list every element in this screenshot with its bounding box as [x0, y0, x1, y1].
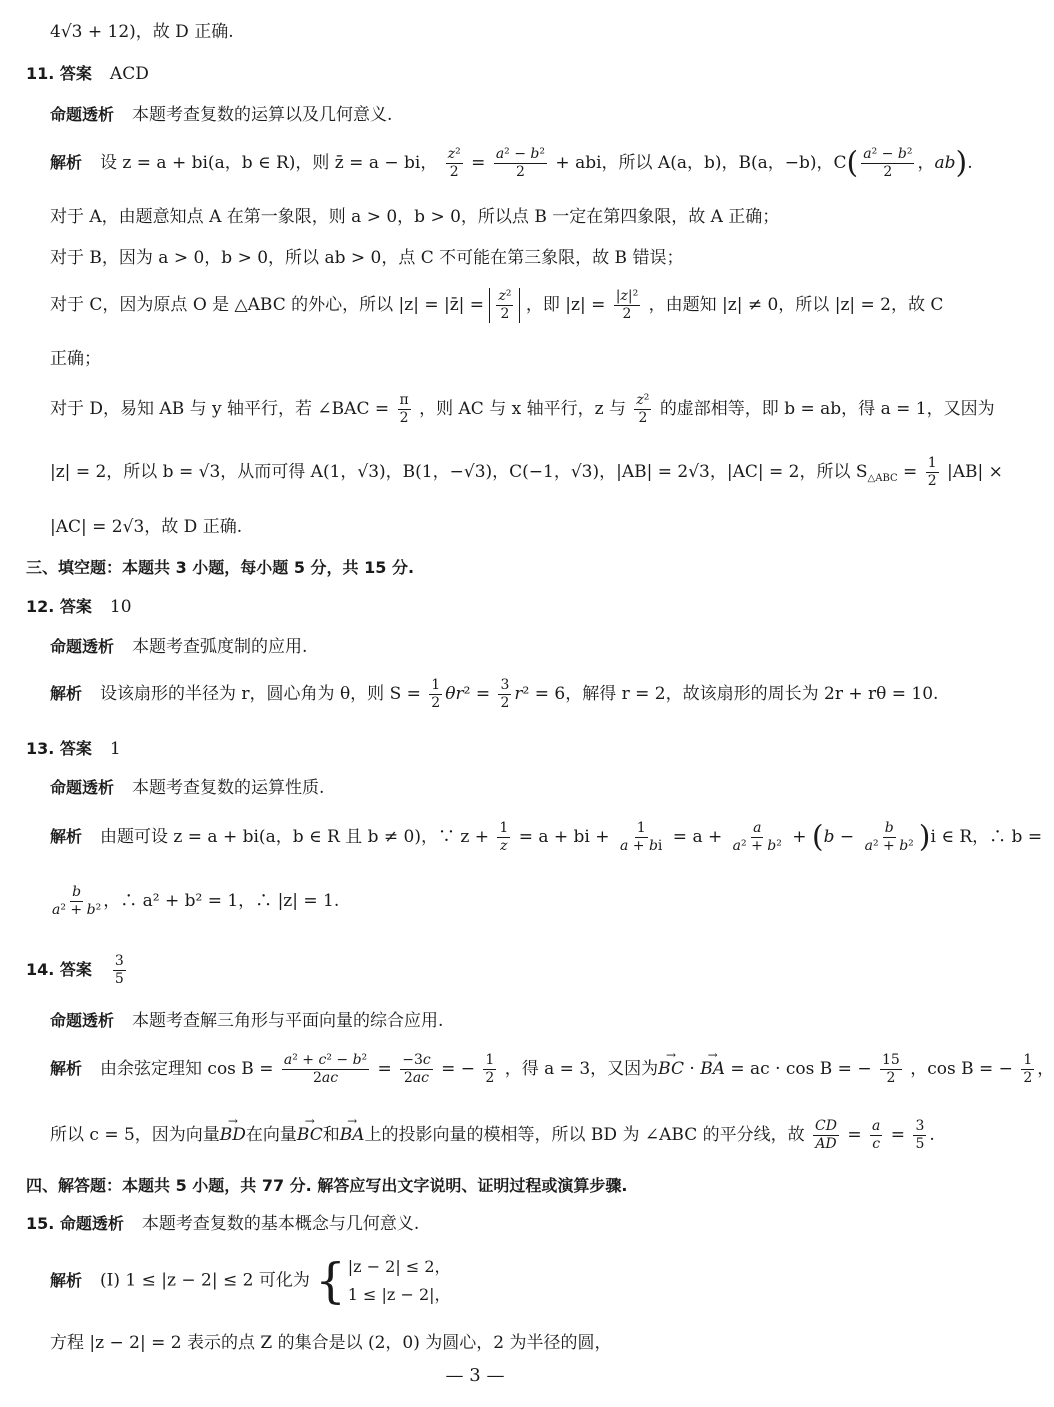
text: |AB| ×	[947, 461, 1003, 482]
text: 由题可设 z = a + bi(a，b ∈ R 且 b ≠ 0)，∵ z +	[100, 826, 489, 847]
text: 上的投影向量的模相等，所以 BD 为 ∠ABC 的平分线，故	[364, 1124, 805, 1145]
label: 解析	[50, 1058, 83, 1078]
text-line: 对于 A，由题意知点 A 在第一象限，则 a > 0，b > 0，所以点 B 一定在第四象限，故 A 正确；	[50, 207, 780, 227]
fraction: $\frac{\text{a² − b²}}{2}$	[863, 146, 913, 180]
solution-13: 解析 由题可设 z = a + bi(a，b ∈ R 且 b ≠ 0)，∵ z + $\frac{1}{z}$ = a + bi + $\frac{1}{a + bi}$ = a + $\frac{a}{\text{a² + b²}}$ + (b − $\frac{b}{\text{a² + b²}}$ )i ∈ R，∴ b =	[50, 819, 1043, 855]
answer-value: ACD	[109, 64, 149, 84]
text: ，∴ a² + b² = 1，∴ |z| = 1.	[103, 890, 340, 911]
text-line	[50, 392, 995, 427]
text: = ac · cos B = −	[730, 1058, 872, 1079]
text: 所以 c = 5，因为向量	[50, 1124, 220, 1145]
label: 命题透析	[50, 1011, 115, 1030]
abs: $\frac{\text{z²}}{2}$	[489, 288, 520, 323]
text-line: |AC| = 2√3，故 D 正确.	[50, 517, 243, 537]
label: 命题透析	[50, 105, 115, 124]
text: 的虚部相等，即 b = ab，得 a = 1，又因为	[659, 398, 995, 419]
analysis-15	[26, 1216, 419, 1233]
fraction: $\frac{CD}{AD}$	[815, 1118, 837, 1152]
text-line	[50, 288, 943, 323]
label: 解析	[50, 1270, 83, 1290]
fraction: $\frac{\pi}{2}$	[399, 392, 409, 426]
answer-12	[26, 599, 132, 616]
fraction: $\frac{1}{2}$	[1023, 1052, 1033, 1086]
text-line: |z| = 2，所以 b = √3，从而可得 A(1，√3)，B(1，−√3)，C(−1，√3)，|AB| = 2√3，|AC| = 2，所以 $S_{\triangle ABC}$ = $\frac{1}{2}$ |AB| ×	[50, 455, 1003, 489]
fraction: $\frac{\text{a² − b²}}{2}$	[495, 146, 546, 180]
text: 设 z = a + bi(a，b ∈ R)，则 z̄ = a − bi，	[100, 152, 438, 173]
text-line	[50, 884, 339, 919]
answer-14	[26, 953, 129, 988]
answer-13	[26, 741, 121, 758]
solution-11: 解析 设 z = a + bi(a，b ∈ R)，则 z̄ = a − bi， $\frac{\text{z²}}{2}$ = $\frac{\text{a² − b²}}{2}$ + abi，所以 A(a，b)，B(a，−b)，C( $\frac{\text{a² − b²}}{2}$ ，ab).	[50, 145, 973, 181]
text: ，则 AC 与 x 轴平行，z 与	[419, 398, 626, 419]
fraction: $\frac{\text{|z|²}}{2}$	[615, 288, 639, 322]
fraction: $\frac{\text{z²}}{2}$	[447, 146, 461, 180]
text: 设该扇形的半径为 r，圆心角为 θ，则 S =	[100, 683, 421, 704]
fraction: $\frac{\text{a² + c² − b²}}{2ac}$	[283, 1052, 368, 1086]
fraction: $\frac{1}{a + bi}$	[619, 820, 663, 854]
text: 本题考查复数的运算以及几何意义.	[132, 105, 393, 125]
text: ，由题知 |z| ≠ 0，所以 |z| = 2，故 C	[648, 294, 944, 315]
label: 15. 命题透析	[26, 1214, 124, 1233]
fraction: $\frac{\text{z²}}{2}$	[636, 392, 650, 426]
text-line: 所以 c = 5，因为向量→ BD在向量→ BC和→ BA上的投影向量的模相等，所以 BD 为 ∠ABC 的平分线，故 $\frac{CD}{AD}$ = $\frac{a}{c}$ = $\frac{3}{5}$ .	[50, 1118, 935, 1153]
solution-14: 解析 由余弦定理知 cos B = $\frac{\text{a² + c² − b²}}{2ac}$ = $\frac{-3c}{2ac}$ = − $\frac{1}{2}$ ，得 a = 3，又因为→ BC · → BA = ac · cos B = − $\frac{15}{2}$ ，cos B = − $\frac{1}{2}$ ，	[50, 1052, 1054, 1087]
text: 由余弦定理知 cos B =	[100, 1058, 274, 1079]
answer-value: 1	[109, 739, 121, 759]
text-line: 方程 |z − 2| = 2 表示的点 Z 的集合是以 (2，0) 为圆心，2 为半径的圆，	[50, 1333, 612, 1353]
answer-label: 12. 答案	[26, 597, 92, 616]
answer-value: $\frac{3}{5}$	[114, 953, 124, 987]
fraction: $\frac{b}{\text{a² + b²}}$	[52, 884, 102, 918]
text: (Ⅰ) 1 ≤ |z − 2| ≤ 2 可化为	[100, 1270, 310, 1291]
text: 对于 C，因为原点 O 是 △ABC 的外心，所以 |z| = |z̄| =	[50, 294, 485, 315]
text: + abi，所以 A(a，b)，B(a，−b)，C	[555, 152, 847, 173]
answer-label: 13. 答案	[26, 739, 92, 758]
system-row: |z − 2| ≤ 2，	[347, 1257, 451, 1276]
text: ，得 a = 3，又因为	[504, 1058, 659, 1079]
answer-label: 14. 答案	[26, 959, 92, 979]
section-heading-3: 三、填空题：本题共 3 小题，每小题 5 分，共 15 分.	[26, 558, 415, 577]
text: 在向量	[245, 1124, 297, 1145]
text: 和	[322, 1124, 340, 1145]
text: = 6，解得 r = 2，故该扇形的周长为 2r + rθ = 10.	[534, 683, 939, 704]
fraction: $\frac{1}{2}$	[927, 455, 937, 489]
label: 解析	[50, 152, 83, 172]
system-row: 1 ≤ |z − 2|，	[347, 1285, 451, 1304]
text: 本题考查解三角形与平面向量的综合应用.	[132, 1011, 444, 1031]
fraction: $\frac{a}{\text{a² + b²}}$	[732, 820, 782, 854]
text: 本题考查弧度制的应用.	[132, 637, 308, 657]
fraction: $\frac{a}{c}$	[872, 1118, 881, 1152]
label: 解析	[50, 826, 83, 846]
text: ，cos B = −	[910, 1058, 1013, 1079]
text: = a +	[672, 826, 723, 847]
label: 命题透析	[50, 778, 115, 797]
text: = a + bi +	[518, 826, 610, 847]
answer-label: 11. 答案	[26, 64, 92, 83]
fraction: $\frac{1}{2}$	[431, 677, 441, 711]
text: 本题考查复数的基本概念与几何意义.	[141, 1214, 420, 1234]
analysis-14	[50, 1013, 443, 1030]
analysis-12	[50, 639, 307, 656]
label: 解析	[50, 683, 83, 703]
solution-12: 解析 设该扇形的半径为 r，圆心角为 θ，则 S = $\frac{1}{2}$ θr² = $\frac{3}{2}$ r² = 6，解得 r = 2，故该扇形的周长为 2r + rθ = 10.	[50, 677, 939, 711]
equation-system: { |z − 2| ≤ 2， 1 ≤ |z − 2|，	[315, 1253, 451, 1309]
fraction: $\frac{3}{2}$	[500, 677, 510, 711]
solution-15	[50, 1253, 451, 1309]
label: 命题透析	[50, 637, 115, 656]
text: i ∈ R，∴ b =	[930, 826, 1043, 847]
text: ，即 |z| =	[525, 294, 606, 315]
text-line: 对于 B，因为 a > 0，b > 0，所以 ab > 0，点 C 不可能在第三象限，故 B 错误；	[50, 248, 684, 268]
fraction: $\frac{3}{5}$	[915, 1118, 925, 1152]
analysis-11	[50, 107, 392, 124]
text: 本题考查复数的运算性质.	[132, 778, 325, 798]
page-number: — 3 —	[445, 1365, 505, 1386]
fraction: $\frac{-3c}{2ac}$	[402, 1052, 431, 1086]
text-line: 正确；	[50, 349, 101, 369]
analysis-13	[50, 780, 324, 797]
text-line: 4√3 + 12)，故 D 正确.	[50, 22, 234, 42]
fraction: $\frac{15}{2}$	[882, 1052, 900, 1086]
answer-value: 10	[109, 597, 132, 617]
text: |z| = 2，所以 b = √3，从而可得 A(1，√3)，B(1，−√3)，C(−1，√3)，|AB| = 2√3，|AC| = 2，所以 S	[50, 461, 868, 482]
fraction: $\frac{1}{z}$	[499, 820, 509, 854]
answer-11	[26, 66, 149, 83]
text: 对于 D，易知 AB 与 y 轴平行，若 ∠BAC =	[50, 398, 390, 419]
section-heading-4: 四、解答题：本题共 5 小题，共 77 分. 解答应写出文字说明、证明过程或演算步骤.	[26, 1176, 628, 1195]
fraction: $\frac{b}{\text{a² + b²}}$	[864, 820, 914, 854]
fraction: $\frac{1}{2}$	[485, 1052, 495, 1086]
